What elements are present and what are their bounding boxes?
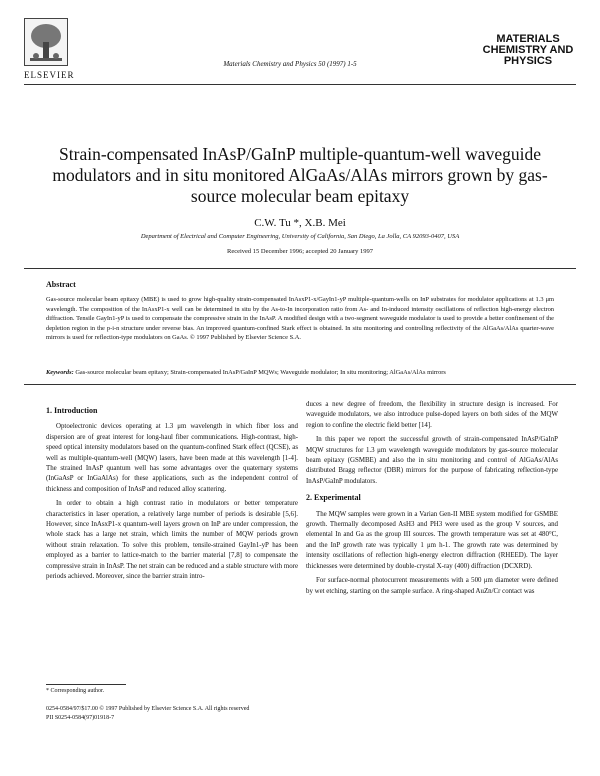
footnote-rule [46, 684, 126, 685]
journal-name-line: CHEMISTRY AND [482, 44, 574, 56]
abstract-top-rule [24, 268, 576, 269]
header-rule [24, 84, 576, 85]
introduction-heading: 1. Introduction [46, 406, 98, 415]
journal-name-line: PHYSICS [503, 55, 553, 67]
corresponding-author-note: * Corresponding author. [46, 688, 105, 694]
intro-paragraph-3: duces a new degree of freedom, the flexibility in structure design is increased. For waveguide modulators, we also introduce pulse-doped layers on both sides of the MQW region to confine the electric field better [14]. [306, 401, 558, 429]
abstract-bottom-rule [24, 384, 576, 385]
abstract-heading: Abstract [46, 280, 76, 289]
author-affiliation: Department of Electrical and Computer Engineering, University of California, San Diego, La Jolla, CA 92093-0407, USA [140, 233, 460, 240]
journal-name [482, 34, 574, 67]
elsevier-logo [24, 18, 68, 66]
received-date: Received 15 December 1996; accepted 20 January 1997 [226, 248, 373, 255]
intro-paragraph-2: In order to obtain a high contrast ratio in modulators or better temperature characteristics in laser operation, a relatively large number of periods is desirable [5,6]. However, since InAsxP1-x quantum-well layers grown on InP are under compression, the whole stack has a large net strain, which limits the number of MQW periods grown without strain relaxation. To solve this problem, tensile-strained GayIn1-yP has been employed as a barrier to lattice-match to the barrier material [7,8] to compensate the compressive strain in InAsP. The net strain can be reduced and a stable structure with more periods achieved. Moreover, since the barrier strain intro- [46, 500, 298, 581]
pii-line: PII S0254-0584(97)01918-7 [46, 715, 115, 721]
intro-paragraph-4: In this paper we report the successful growth of strain-compensated InAsP/GaInP MQW structures for 1.3 μm wavelength waveguide modulators by gas-source molecular beam epitaxy (GSMBE) and also the in situ monitoring and control of AlGaAs/AlAs distributed Bragg reflector (DBR) mirrors for the purpose of fabricating reflection-type InAsP/GaInP modulators. [306, 436, 558, 485]
copyright-line: 0254-0584/97/$17.00 © 1997 Published by Elsevier Science S.A. All rights reserved [46, 706, 250, 712]
elsevier-tree-icon [24, 18, 68, 66]
journal-citation: Materials Chemistry and Physics 50 (1997) 1-5 [223, 60, 357, 68]
intro-paragraph-1: Optoelectronic devices operating at 1.3 μm wavelength in which fiber loss and dispersion are of great interest for long-haul fiber communications. High-contrast, high-speed optical intensity modulators based on the quantum-confined Stark effect (QCSE), as well as multiple-quantum-well (MQW) lasers, have been made at this wavelength [1-4]. The strained InAsP quantum well has some advantages over the quaternary systems (InGaAsP or InGaAlAs) for these applications, such as the independent control of thickness and composition of InAsP and reduced alloy scattering. [46, 423, 298, 493]
experimental-heading: 2. Experimental [306, 493, 361, 503]
publisher-name: ELSEVIER [24, 70, 75, 80]
experimental-paragraph-1: The MQW samples were grown in a Varian Gen-II MBE system modified for GSMBE growth. Thermally decomposed AsH3 and PH3 were used as the group V sources, and elemental In and Ga as the group III sources. The growth temperature was set at 480°C, and the InP growth rate was typically 1 μm h-1. The growth rate was determined by intensity oscillations of reflection high-energy electron diffraction (RHEED). The layer thicknesses were determined by double-crystal X-ray (400) diffraction (DCXRD). [306, 510, 558, 570]
left-column [46, 406, 298, 587]
article-title: Strain-compensated InAsP/GaInP multiple-quantum-well waveguide modulators and in situ monitored AlGaAs/AlAs mirrors grown by gas-source molecular beam epitaxy [52, 144, 548, 206]
abstract-text: Gas-source molecular beam epitaxy (MBE) is used to grow high-quality strain-compensated InAsxP1-x/GayIn1-yP multiple-quantum-wells on InP substrates for modulator applications at 1.3 μm wavelength. The composition of the InAsxP1-x well can be determined in situ by the As-to-In incorporation ratio from As- and In-induced intensity oscillations of reflection high-energy electron diffraction. Tensile GayIn1-yP is used to compensate the compressive strain in the InAsP. A modified design with a two-segment waveguide modulator is used to provide a better confinement of the depletion region in the p-i-n structure under reverse bias. An improved quantum-confined Stark effect is obtained. In situ monitoring and controlling reflectivity of the AlGaAs/AlAs quarter-wave mirrors is used for reflection-type modulators on GaAs. © 1997 Published by Elsevier Science S.A. [46, 296, 554, 342]
keywords [46, 369, 554, 376]
journal-name-line: MATERIALS [496, 33, 560, 45]
right-column [306, 400, 558, 601]
article-authors: C.W. Tu *, X.B. Mei [254, 217, 346, 229]
keywords-label: Keywords: [46, 369, 74, 376]
keywords-text: Gas-source molecular beam epitaxy; Strain-compensated InAsP/GaInP MQWs; Waveguide modulator; In situ monitoring; AlGaAs/AlAs mirrors [75, 369, 446, 376]
experimental-paragraph-2: For surface-normal photocurrent measurements with a 500 μm diameter were defined by wet etching, starting on the sample surface. A ring-shaped AuZn/Cr contact was [306, 577, 558, 595]
